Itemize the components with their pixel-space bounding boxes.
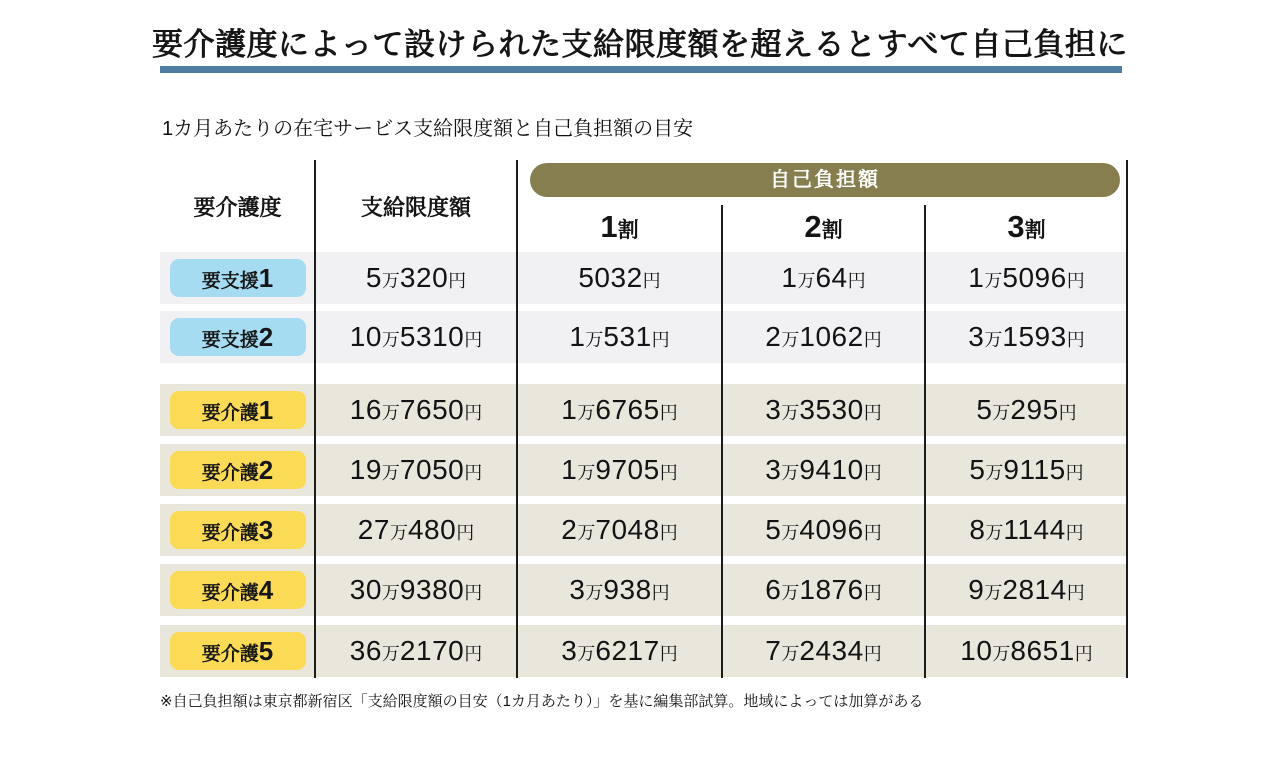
page-subtitle: 1カ月あたりの在宅サービス支給限度額と自己負担額の目安 [162, 118, 694, 140]
copay-10-cell: 1万531円 [569, 321, 670, 352]
table-row [160, 311, 1128, 363]
table-row [160, 564, 1128, 616]
copay-10-cell: 2万7048円 [561, 514, 678, 545]
limit-cell: 10万5310円 [349, 321, 483, 352]
limit-cell: 5万320円 [365, 262, 467, 293]
rate-header-20pct: 2割 [804, 209, 843, 244]
title-underline [160, 66, 1122, 73]
column-divider [924, 205, 926, 678]
copay-10-cell: 1万9705円 [561, 454, 678, 485]
table-row [160, 384, 1128, 436]
table-row [160, 625, 1128, 677]
copay-30-cell: 1万5096円 [968, 262, 1085, 293]
column-header-care-level: 要介護度 [193, 195, 282, 220]
copay-10-cell: 3万6217円 [561, 635, 678, 666]
copay-30-cell: 3万1593円 [968, 321, 1085, 352]
care-level-cell [160, 384, 315, 436]
limit-cell: 19万7050円 [349, 454, 483, 485]
copay-10-cell: 1万6765円 [561, 394, 678, 425]
footnote: ※自己負担額は東京都新宿区「支給限度額の目安（1カ月あたり）」を基に編集部試算。地域によっては加算がある [160, 693, 924, 710]
copay-header-pill: 自己負担額 [530, 163, 1120, 197]
table-row [160, 252, 1128, 304]
care-level-badge: 要介護1 [170, 391, 306, 429]
care-level-badge: 要介護4 [170, 571, 306, 609]
copay-10-cell: 3万938円 [569, 574, 670, 605]
care-level-cell [160, 504, 315, 556]
copay-20-cell: 7万2434円 [765, 635, 882, 666]
copay-20-cell: 2万1062円 [765, 321, 882, 352]
copay-20-cell: 3万3530円 [765, 394, 882, 425]
care-level-badge: 要介護3 [170, 511, 306, 549]
copay-30-cell: 5万295円 [976, 394, 1077, 425]
care-level-badge: 要介護2 [170, 451, 306, 489]
copay-30-cell: 8万1144円 [969, 514, 1084, 545]
copay-30-cell: 10万8651円 [960, 635, 1093, 666]
copay-20-cell: 6万1876円 [765, 574, 882, 605]
rate-header-10pct: 1割 [600, 209, 639, 244]
limit-cell: 30万9380円 [349, 574, 483, 605]
care-level-badge: 要支援1 [170, 259, 306, 297]
column-header-limit: 支給限度額 [360, 195, 471, 220]
care-level-cell [160, 444, 315, 496]
column-divider [516, 160, 518, 678]
column-divider [721, 205, 723, 678]
copay-20-cell: 5万4096円 [765, 514, 882, 545]
limit-cell: 27万480円 [357, 514, 475, 545]
copay-20-cell: 3万9410円 [765, 454, 882, 485]
page-title: 要介護度によって設けられた支給限度額を超えるとすべて自己負担に [152, 27, 1128, 62]
column-divider [314, 160, 316, 678]
care-level-badge: 要支援2 [170, 318, 306, 356]
copay-30-cell: 9万2814円 [968, 574, 1085, 605]
copay-30-cell: 5万9115円 [969, 454, 1084, 485]
limit-cell: 36万2170円 [349, 635, 483, 666]
care-level-cell [160, 311, 315, 363]
care-level-badge: 要介護5 [170, 632, 306, 670]
rate-header-30pct: 3割 [1007, 209, 1046, 244]
table-row [160, 444, 1128, 496]
copay-10-cell: 5032円 [578, 262, 661, 293]
table-right-border [1126, 160, 1128, 678]
limit-cell: 16万7650円 [349, 394, 483, 425]
care-level-cell [160, 252, 315, 304]
care-level-cell [160, 625, 315, 677]
care-level-cell [160, 564, 315, 616]
table-row [160, 504, 1128, 556]
copay-20-cell: 1万64円 [781, 262, 866, 293]
